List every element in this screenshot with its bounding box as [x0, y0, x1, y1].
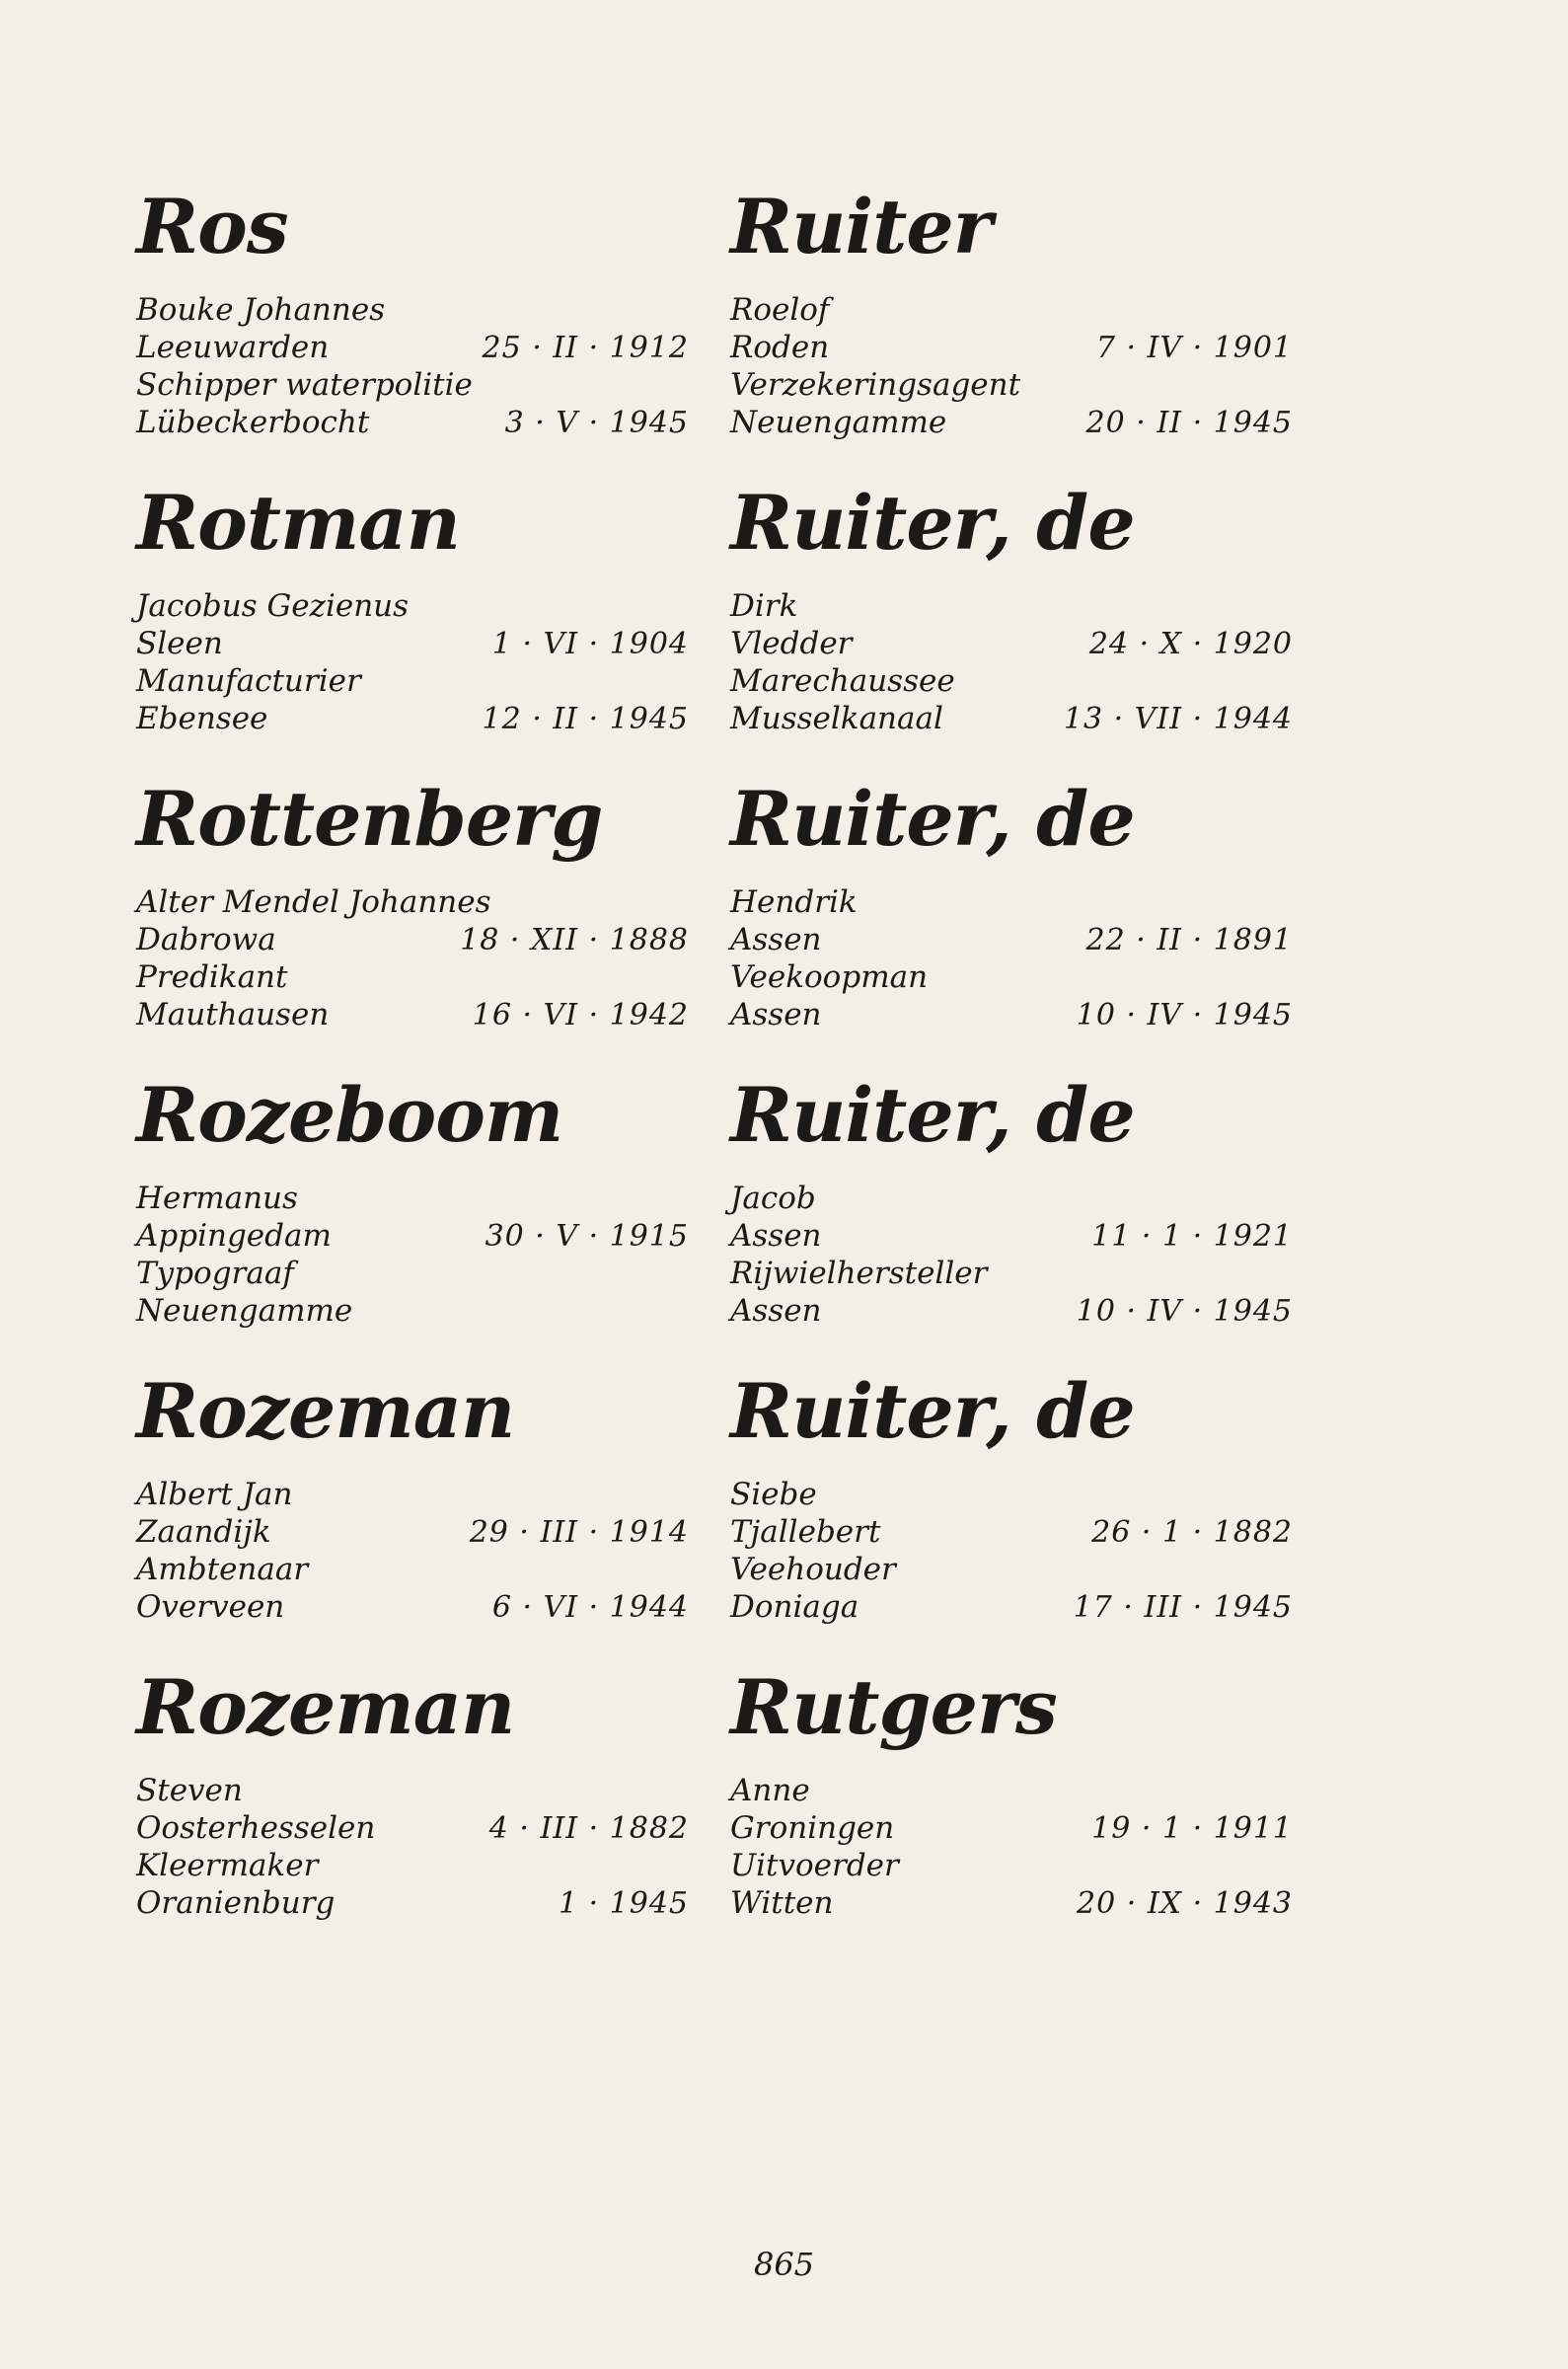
birth-date: 30 · V · 1915 — [485, 1219, 689, 1254]
death-date: 20 · IX · 1943 — [1077, 1886, 1293, 1921]
birth-line — [136, 921, 689, 958]
given-names-line — [136, 587, 689, 625]
given-names-line — [136, 1772, 689, 1809]
occupation: Typograaf — [136, 1256, 294, 1291]
given-names-line — [730, 1772, 1293, 1809]
death-line — [136, 700, 689, 737]
death-place: Assen — [730, 997, 822, 1032]
given-names: Anne — [730, 1773, 810, 1808]
occupation: Manufacturier — [136, 663, 361, 699]
birth-place: Assen — [730, 1218, 822, 1254]
entry — [136, 1066, 689, 1362]
birth-line — [136, 625, 689, 662]
occupation-line — [730, 1255, 1293, 1292]
entry — [730, 1362, 1293, 1658]
occupation-line — [730, 1551, 1293, 1588]
occupation-line — [730, 662, 1293, 700]
death-date: 6 · VI · 1944 — [491, 1590, 689, 1625]
occupation: Ambtenaar — [136, 1552, 309, 1587]
birth-place: Groningen — [730, 1810, 895, 1846]
death-line — [730, 1588, 1293, 1626]
occupation-line — [136, 1847, 689, 1884]
entry — [730, 1066, 1293, 1362]
birth-line — [136, 1809, 689, 1847]
surname: Ruiter, de — [730, 1367, 1135, 1455]
death-date: 1 · 1945 — [558, 1886, 689, 1921]
birth-place: Roden — [730, 330, 830, 365]
surname: Rotman — [136, 479, 460, 567]
surname: Ros — [136, 183, 288, 270]
death-line — [136, 1884, 689, 1922]
given-names: Jacobus Gezienus — [136, 588, 410, 624]
death-line — [730, 700, 1293, 737]
surname: Ruiter, de — [730, 479, 1135, 567]
occupation-line — [136, 1551, 689, 1588]
given-names: Roelof — [730, 292, 830, 328]
entry — [136, 1362, 689, 1658]
death-line — [730, 1292, 1293, 1330]
death-place: Neuengamme — [136, 1293, 353, 1329]
death-line — [730, 1884, 1293, 1922]
right-column — [730, 178, 1293, 1954]
birth-date: 26 · 1 · 1882 — [1091, 1515, 1293, 1550]
birth-date: 19 · 1 · 1911 — [1091, 1811, 1293, 1846]
death-date: 12 · II · 1945 — [482, 702, 689, 736]
birth-place: Oosterhesselen — [136, 1810, 376, 1846]
death-line — [136, 404, 689, 441]
given-names-line — [730, 1180, 1293, 1217]
death-place: Assen — [730, 1293, 822, 1329]
birth-line — [136, 329, 689, 366]
birth-date: 22 · II · 1891 — [1085, 923, 1293, 957]
birth-date: 1 · VI · 1904 — [491, 627, 689, 661]
given-names: Jacob — [730, 1181, 816, 1216]
birth-line — [730, 1513, 1293, 1551]
birth-place: Appingedam — [136, 1218, 332, 1254]
death-date: 10 · IV · 1945 — [1076, 998, 1293, 1032]
death-line — [730, 404, 1293, 441]
birth-place: Sleen — [136, 626, 223, 661]
given-names: Steven — [136, 1773, 243, 1808]
birth-date: 18 · XII · 1888 — [460, 923, 689, 957]
death-date: 10 · IV · 1945 — [1076, 1294, 1293, 1329]
birth-line — [136, 1513, 689, 1551]
given-names-line — [136, 291, 689, 329]
surname: Rottenberg — [136, 775, 603, 863]
given-names: Hermanus — [136, 1181, 298, 1216]
birth-place: Tjallebert — [730, 1514, 881, 1550]
death-date: 20 · II · 1945 — [1085, 406, 1293, 440]
entry — [730, 1658, 1293, 1954]
birth-line — [730, 329, 1293, 366]
given-names: Bouke Johannes — [136, 292, 386, 328]
death-place: Musselkanaal — [730, 701, 943, 736]
occupation: Veehouder — [730, 1552, 896, 1587]
birth-line — [730, 1217, 1293, 1255]
death-place: Oranienburg — [136, 1885, 336, 1921]
occupation: Predikant — [136, 959, 288, 995]
page-number: 865 — [753, 2246, 815, 2283]
death-place: Ebensee — [136, 701, 268, 736]
given-names: Dirk — [730, 588, 798, 624]
birth-place: Assen — [730, 922, 822, 957]
surname: Rutgers — [730, 1663, 1057, 1751]
occupation: Verzekeringsagent — [730, 367, 1021, 403]
occupation: Kleermaker — [136, 1848, 319, 1883]
death-place: Doniaga — [730, 1589, 859, 1625]
surname: Ruiter, de — [730, 1071, 1135, 1159]
death-date: 17 · III · 1945 — [1073, 1590, 1293, 1625]
occupation: Uitvoerder — [730, 1848, 899, 1883]
entry — [136, 1658, 689, 1954]
given-names-line — [730, 1476, 1293, 1513]
occupation-line — [136, 366, 689, 404]
death-place: Overveen — [136, 1589, 285, 1625]
birth-date: 25 · II · 1912 — [482, 331, 689, 365]
given-names: Siebe — [730, 1477, 817, 1512]
occupation-line — [136, 1255, 689, 1292]
entry — [136, 474, 689, 770]
surname: Ruiter, de — [730, 775, 1135, 863]
entry — [730, 770, 1293, 1066]
given-names: Alter Mendel Johannes — [136, 884, 491, 920]
birth-line — [730, 1809, 1293, 1847]
occupation: Rijwielhersteller — [730, 1256, 988, 1291]
birth-line — [730, 921, 1293, 958]
birth-place: Leeuwarden — [136, 330, 330, 365]
surname: Rozeman — [136, 1663, 515, 1751]
birth-date: 7 · IV · 1901 — [1095, 331, 1293, 365]
birth-place: Vledder — [730, 626, 853, 661]
occupation: Veekoopman — [730, 959, 929, 995]
occupation-line — [136, 662, 689, 700]
death-place: Mauthausen — [136, 997, 330, 1032]
occupation: Schipper waterpolitie — [136, 367, 473, 403]
death-place: Lübeckerbocht — [136, 405, 370, 440]
left-column — [136, 178, 689, 1954]
death-date: 3 · V · 1945 — [504, 406, 689, 440]
birth-place: Zaandijk — [136, 1514, 271, 1550]
given-names-line — [136, 883, 689, 921]
occupation-line — [730, 1847, 1293, 1884]
death-line — [136, 996, 689, 1033]
birth-date: 4 · III · 1882 — [488, 1811, 689, 1846]
death-line — [136, 1588, 689, 1626]
death-place: Witten — [730, 1885, 834, 1921]
occupation-line — [730, 958, 1293, 996]
given-names-line — [136, 1180, 689, 1217]
surname: Rozeman — [136, 1367, 515, 1455]
death-place: Neuengamme — [730, 405, 947, 440]
given-names-line — [730, 587, 1293, 625]
entry — [136, 178, 689, 474]
birth-line — [730, 625, 1293, 662]
given-names: Hendrik — [730, 884, 858, 920]
occupation-line — [136, 958, 689, 996]
occupation-line — [730, 366, 1293, 404]
death-date: 13 · VII · 1944 — [1063, 702, 1293, 736]
surname: Ruiter — [730, 183, 992, 270]
entry — [136, 770, 689, 1066]
given-names-line — [730, 883, 1293, 921]
birth-line — [136, 1217, 689, 1255]
birth-date: 11 · 1 · 1921 — [1091, 1219, 1293, 1254]
death-date: 16 · VI · 1942 — [472, 998, 689, 1032]
given-names-line — [730, 291, 1293, 329]
birth-date: 24 · X · 1920 — [1088, 627, 1293, 661]
birth-place: Dabrowa — [136, 922, 276, 957]
entry — [730, 474, 1293, 770]
birth-date: 29 · III · 1914 — [469, 1515, 689, 1550]
entry — [730, 178, 1293, 474]
surname: Rozeboom — [136, 1071, 563, 1159]
given-names: Albert Jan — [136, 1477, 293, 1512]
death-line — [730, 996, 1293, 1033]
given-names-line — [136, 1476, 689, 1513]
death-line — [136, 1292, 689, 1330]
occupation: Marechaussee — [730, 663, 955, 699]
